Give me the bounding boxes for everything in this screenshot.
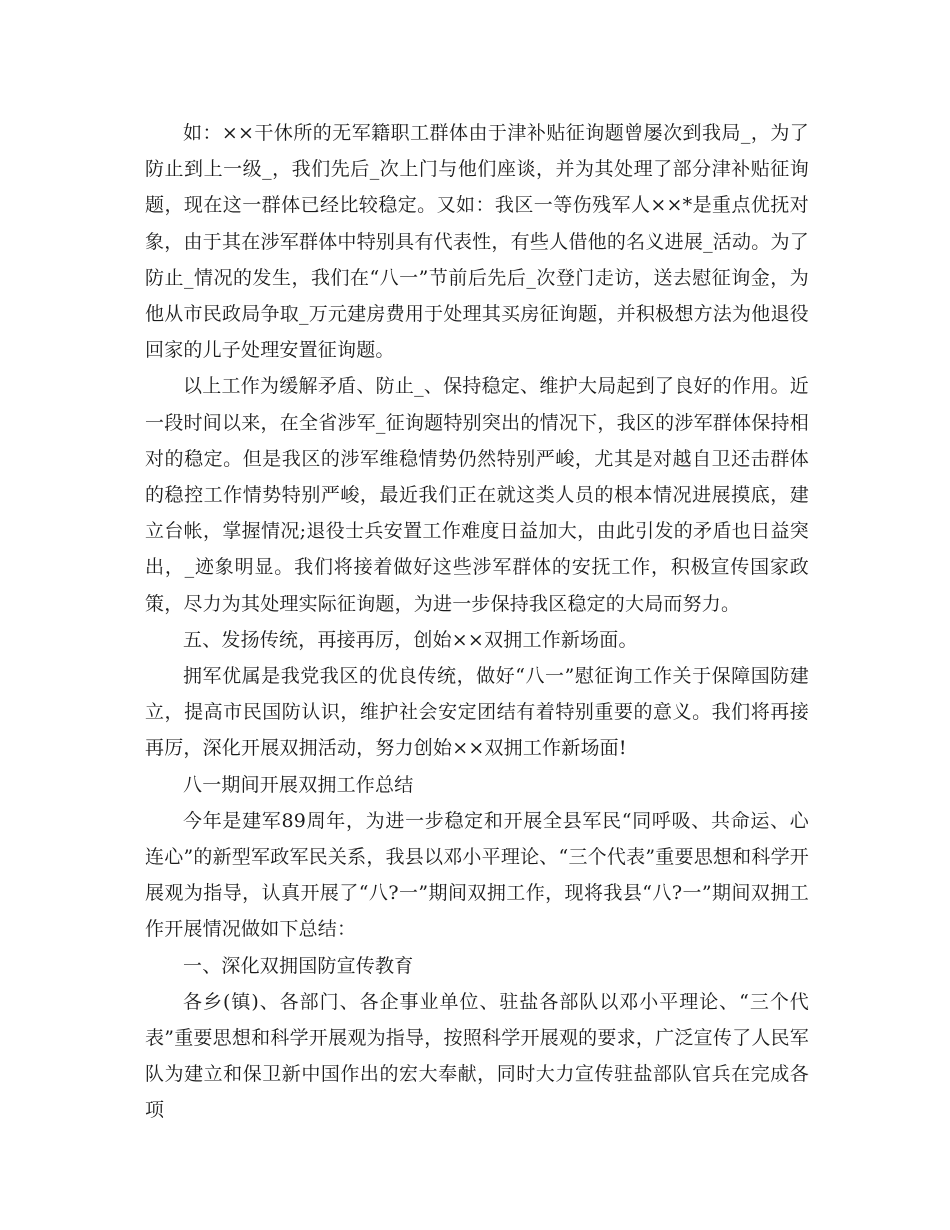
paragraph-education: 各乡(镇)、各部门、各企事业单位、驻盐各部队以邓小平理论、“三个代表”重要思想和科学开展观为指导，按照科学开展观的要求，广泛宣传了人民军队为建立和保卫新中国作出的宏大奉献，同时大力宣传驻盐部队官兵在完成各项 [145,990,809,1122]
section-heading-five: 五、发扬传统，再接再厉，创始××双拥工作新场面。 [183,628,638,651]
paragraph-work-effects: 以上工作为缓解矛盾、防止_、保持稳定、维护大局起到了良好的作用。近一段时间以来，在全省涉军_征询题特别突出的情况下，我区的涉军群体保持相对的稳定。但是我区的涉军维稳情势仍然特别严峻，尤其是对越自卫还击群体的稳控工作情势特别严峻，最近我们正在就这类人员的根本情况进展摸底，建立台帐，掌握情况;退役士兵安置工作难度日益加大，由此引发的矛盾也日益突出，_迹象明显。我们将接着做好这些涉军群体的安抚工作，积极宣传国家政策，尽力为其处理实际征询题，为进一步保持我区稳定的大局而努力。 [145,375,809,615]
document-body [145,115,809,1129]
paragraph-intro: 今年是建军89周年，为进一步稳定和开展全县军民“同呼吸、共命运、心连心”的新型军政军民关系，我县以邓小平理论、“三个代表”重要思想和科学开展观为指导，认真开展了“八?一”期间双拥工作，现将我县“八?一”期间双拥工作开展情况做如下总结： [145,809,809,941]
section-heading-one: 一、深化双拥国防宣传教育 [183,954,414,977]
paragraph-tradition: 拥军优属是我党我区的优良传统，做好“八一”慰征询工作关于保障国防建立，提高市民国防认识，维护社会安定团结有着特别重要的意义。我们将再接再厉，深化开展双拥活动，努力创始××双拥工作新场面! [145,665,809,760]
paragraph-example-cases: 如：××干休所的无军籍职工群体由于津补贴征询题曾屡次到我局_，为了防止到上一级_，我们先后_次上门与他们座谈，并为其处理了部分津补贴征询题，现在这一群体已经比较稳定。又如：我区一等伤残军人××*是重点优抚对象，由于其在涉军群体中特别具有代表性，有些人借他的名义进展_活动。为了防止_情况的发生，我们在“八一”节前后先后_次登门走访，送去慰征询金，为他从市民政局争取_万元建房费用于处理其买房征询题，并积极想方法为他退役回家的儿子处理安置征询题。 [145,122,809,362]
document-title: 八一期间开展双拥工作总结 [183,773,414,796]
